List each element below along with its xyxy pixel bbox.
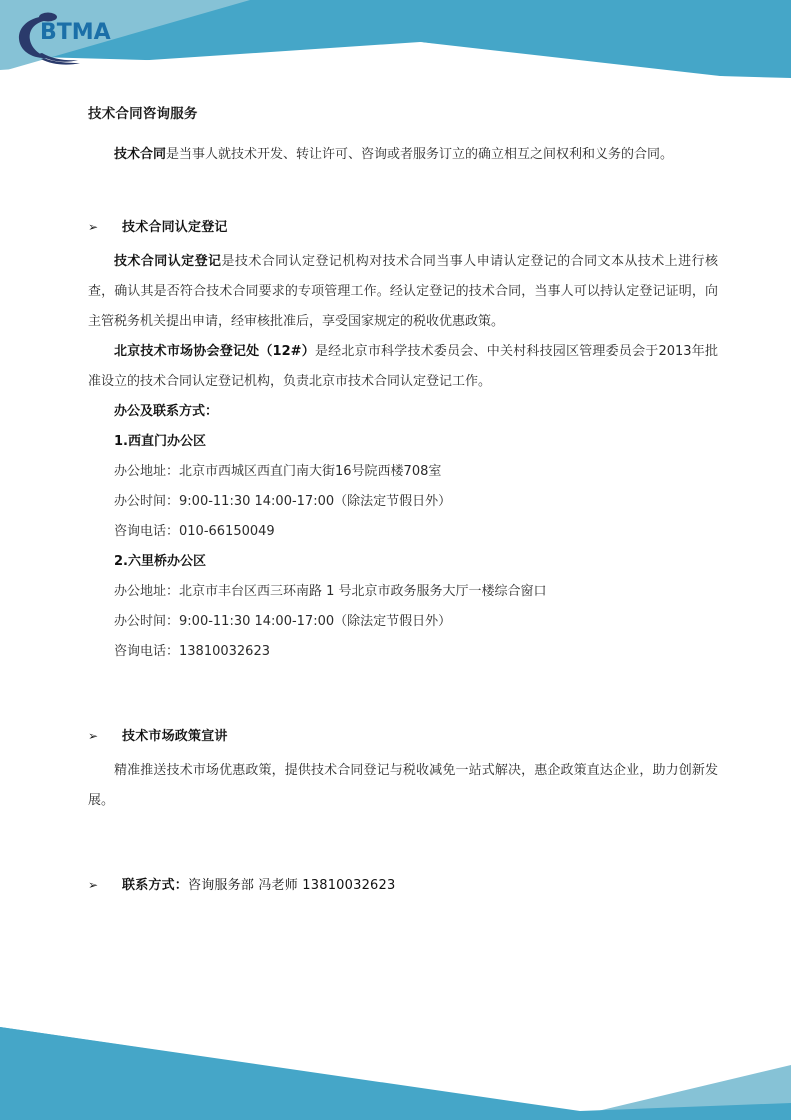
intro-rest: 是当事人就技术开发、转让许可、咨询或者服务订立的确立相互之间权利和义务的合同。 [166,147,674,162]
footer-banner [0,1015,791,1120]
office-2-phone-value: 13810032623 [179,644,270,659]
recognition-paragraph-1 [88,247,718,337]
section-heading-text: 技术市场政策宣讲 [122,729,228,744]
recognition-p1-rest: 是技术合同认定登记机构对技术合同当事人申请认定登记的合同文本从技术上进行核查，确认其是否符合技术合同要求的专项管理工作。经认定登记的技术合同，当事人可以持认定登记证明，向主管税务机关提出申请，经审核批准后，享受国家规定的税收优惠政策。 [88,254,718,329]
section-heading-text: 联系方式： [122,878,189,893]
logo-brand-text: BTMA [40,20,111,45]
office-2-address-label: 办公地址： [114,584,180,599]
section-heading-recognition [88,214,718,241]
office-2-address [114,577,718,607]
office-2-phone-label: 咨询电话： [114,644,180,659]
office-1-hours-value: 9:00-11:30 14:00-17:00（除法定节假日外） [179,494,452,509]
office-1-address [114,457,718,487]
office-1-address-label: 办公地址： [114,464,180,479]
office-2-hours [114,607,718,637]
office-1-phone-label: 咨询电话： [114,524,180,539]
section-heading-contact [88,872,718,899]
document-content [88,104,718,905]
page-title: 技术合同咨询服务 [88,106,198,122]
section-heading-policy [88,723,718,750]
section-heading-text: 技术合同认定登记 [122,220,228,235]
recognition-p2-bold-lead: 北京技术市场协会登记处（12#） [114,344,315,359]
intro-paragraph [88,140,718,170]
bullet-arrow-icon: ➢ [88,220,99,234]
office-1-address-value: 北京市西城区西直门南大街16号院西楼708室 [179,464,442,479]
office-2-phone [114,637,718,667]
bullet-arrow-icon: ➢ [88,729,99,743]
office-2-hours-label: 办公时间： [114,614,180,629]
btma-logo [8,6,128,68]
office-name-1: 1.西直门办公区 [114,434,206,449]
office-2-hours-value: 9:00-11:30 14:00-17:00（除法定节假日外） [179,614,452,629]
intro-bold-lead: 技术合同 [114,147,167,162]
bullet-arrow-icon: ➢ [88,878,99,892]
recognition-p2-rest: 是经北京市科学技术委员会、中关村科技园区管理委员会于2013年批准设立的技术合同认定登记机构，负责北京市技术合同认定登记工作。 [88,344,719,389]
office-1-hours-label: 办公时间： [114,494,180,509]
office-1-phone [114,517,718,547]
office-1-phone-value: 010-66150049 [179,524,275,539]
office-name-2: 2.六里桥办公区 [114,554,206,569]
contact-block-title: 办公及联系方式： [114,404,219,419]
recognition-paragraph-2 [88,337,718,397]
policy-paragraph-text: 精准推送技术市场优惠政策，提供技术合同登记与税收减免一站式解决，惠企政策直达企业，助力创新发展。 [88,763,718,808]
office-1-hours [114,487,718,517]
office-2-address-value: 北京市丰台区西三环南路 1 号北京市政务服务大厅一楼综合窗口 [179,584,547,599]
recognition-p1-bold-lead: 技术合同认定登记 [114,254,222,269]
contact-details: 咨询服务部 冯老师 13810032623 [188,878,396,893]
policy-paragraph [88,756,718,816]
